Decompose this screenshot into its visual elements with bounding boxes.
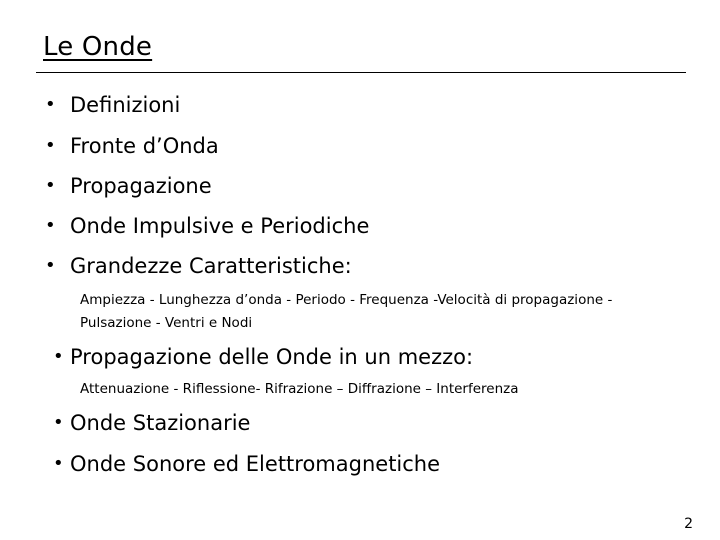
bullet-text: Propagazione <box>70 174 212 198</box>
bullet-text: Definizioni <box>70 93 181 117</box>
slide-title: Le Onde <box>43 32 153 62</box>
bullet-text: Onde Impulsive e Periodiche <box>70 214 370 238</box>
sub-bullet-text: Pulsazione - Ventri e Nodi <box>80 315 253 331</box>
title-divider <box>36 72 686 73</box>
bullet-marker: • <box>45 215 56 236</box>
sub-bullet-text: Attenuazione - Riflessione- Rifrazione – Diffrazione – Interferenza <box>80 381 519 397</box>
bullet-marker: • <box>53 412 64 433</box>
bullet-marker: • <box>53 453 64 474</box>
bullet-text: Onde Stazionarie <box>70 411 251 435</box>
bullet-marker: • <box>45 135 56 156</box>
page-number: 2 <box>684 516 693 532</box>
bullet-marker: • <box>45 94 56 115</box>
bullet-text: Propagazione delle Onde in un mezzo: <box>70 345 474 369</box>
bullet-marker: • <box>53 346 64 367</box>
sub-bullet-text: Ampiezza - Lunghezza d’onda - Periodo - Frequenza -Velocità di propagazione - <box>80 292 613 308</box>
bullet-text: Fronte d’Onda <box>70 134 219 158</box>
bullet-text: Onde Sonore ed Elettromagnetiche <box>70 452 441 476</box>
bullet-marker: • <box>45 175 56 196</box>
bullet-text: Grandezze Caratteristiche: <box>70 254 352 278</box>
bullet-marker: • <box>45 255 56 276</box>
